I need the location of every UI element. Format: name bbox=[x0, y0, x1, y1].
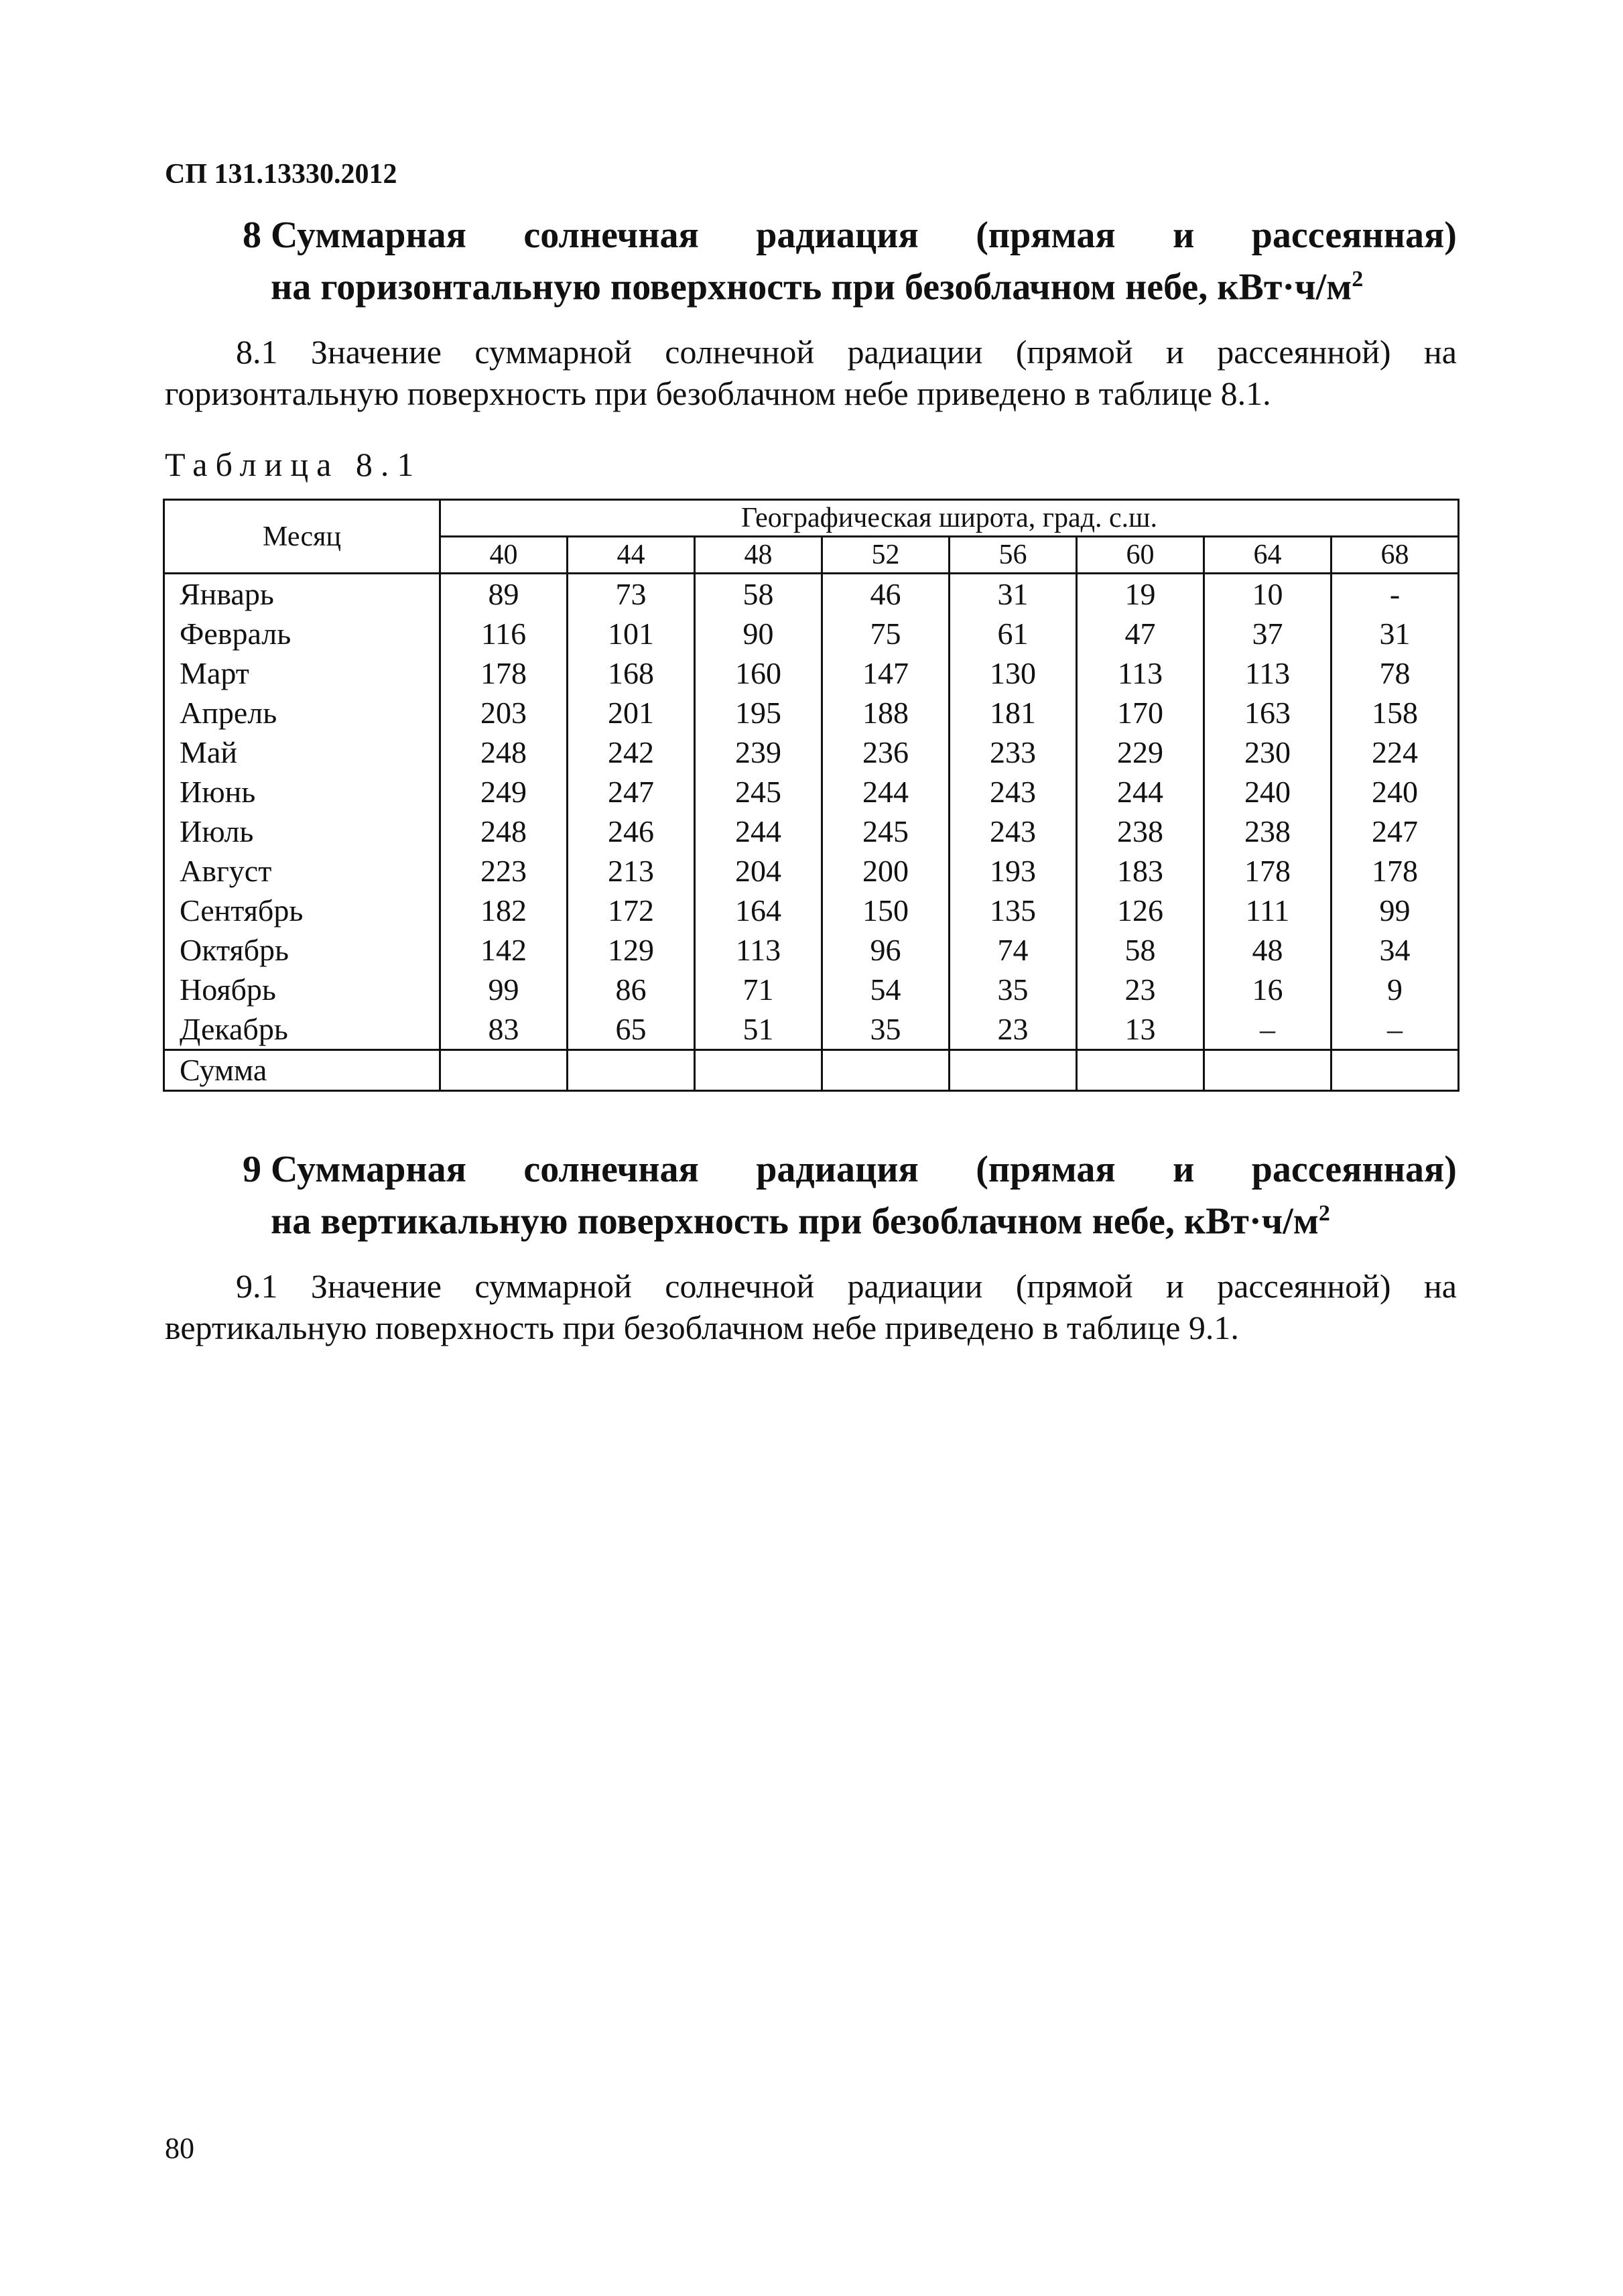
sum-cell bbox=[440, 1050, 568, 1091]
value-cell: 247 bbox=[568, 772, 695, 812]
sum-cell bbox=[822, 1050, 950, 1091]
table-row bbox=[164, 693, 1459, 732]
section-8-heading-line1 bbox=[243, 213, 1457, 257]
heading-text: на вертикальную поверхность при безоблачном небе, кВт·ч/м bbox=[271, 1200, 1319, 1242]
sum-cell bbox=[568, 1050, 695, 1091]
heading-word: рассеянная) bbox=[1251, 214, 1457, 256]
para-word: суммарной bbox=[474, 1267, 632, 1305]
latitude-value-header: 44 bbox=[568, 537, 695, 574]
para-word: на bbox=[1423, 1267, 1457, 1305]
value-cell: 203 bbox=[440, 693, 568, 732]
table-row bbox=[164, 1009, 1459, 1050]
value-cell: 158 bbox=[1332, 693, 1459, 732]
value-cell: 204 bbox=[695, 851, 822, 891]
radiation-table bbox=[163, 499, 1459, 1092]
value-cell: 142 bbox=[440, 930, 568, 970]
sum-row bbox=[164, 1050, 1459, 1091]
heading-word: 8 Суммарная bbox=[243, 214, 466, 256]
month-cell: Январь bbox=[164, 574, 440, 615]
value-cell: 130 bbox=[950, 653, 1077, 693]
value-cell: 247 bbox=[1332, 812, 1459, 851]
table-row bbox=[164, 812, 1459, 851]
value-cell: 164 bbox=[695, 891, 822, 930]
value-cell: 111 bbox=[1204, 891, 1332, 930]
value-cell: 23 bbox=[950, 1009, 1077, 1050]
value-cell: 150 bbox=[822, 891, 950, 930]
section-8-paragraph-line1 bbox=[236, 331, 1457, 373]
heading-word: и bbox=[1173, 214, 1195, 256]
sum-cell bbox=[1332, 1050, 1459, 1091]
value-cell: 195 bbox=[695, 693, 822, 732]
value-cell: 182 bbox=[440, 891, 568, 930]
value-cell: 244 bbox=[822, 772, 950, 812]
para-word: солнечной bbox=[665, 1267, 815, 1305]
value-cell: 224 bbox=[1332, 732, 1459, 772]
value-cell: - bbox=[1332, 574, 1459, 615]
heading-word: и bbox=[1173, 1149, 1195, 1190]
value-cell: 99 bbox=[1332, 891, 1459, 930]
month-cell: Февраль bbox=[164, 614, 440, 653]
value-cell: 113 bbox=[1077, 653, 1204, 693]
month-cell: Октябрь bbox=[164, 930, 440, 970]
sum-cell bbox=[695, 1050, 822, 1091]
value-cell: 240 bbox=[1332, 772, 1459, 812]
month-cell: Июнь bbox=[164, 772, 440, 812]
month-cell: Сентябрь bbox=[164, 891, 440, 930]
value-cell: 47 bbox=[1077, 614, 1204, 653]
value-cell: 54 bbox=[822, 970, 950, 1009]
table-row bbox=[164, 614, 1459, 653]
value-cell: 230 bbox=[1204, 732, 1332, 772]
section-9-paragraph-line1 bbox=[236, 1265, 1457, 1307]
heading-word: солнечная bbox=[523, 1149, 699, 1190]
table-row bbox=[164, 970, 1459, 1009]
para-word: 8.1 bbox=[236, 333, 278, 371]
table-row bbox=[164, 851, 1459, 891]
value-cell: 13 bbox=[1077, 1009, 1204, 1050]
table-row bbox=[164, 653, 1459, 693]
value-cell: 239 bbox=[695, 732, 822, 772]
value-cell: 160 bbox=[695, 653, 822, 693]
value-cell: 248 bbox=[440, 732, 568, 772]
heading-word: рассеянная) bbox=[1251, 1149, 1457, 1190]
heading-word: (прямая bbox=[976, 214, 1116, 256]
value-cell: 126 bbox=[1077, 891, 1204, 930]
value-cell: 248 bbox=[440, 812, 568, 851]
value-cell: 83 bbox=[440, 1009, 568, 1050]
value-cell: 188 bbox=[822, 693, 950, 732]
value-cell: 86 bbox=[568, 970, 695, 1009]
month-cell: Март bbox=[164, 653, 440, 693]
month-cell: Май bbox=[164, 732, 440, 772]
value-cell: 243 bbox=[950, 812, 1077, 851]
value-cell: 200 bbox=[822, 851, 950, 891]
table-row bbox=[164, 930, 1459, 970]
para-word: и bbox=[1166, 333, 1184, 371]
value-cell: 101 bbox=[568, 614, 695, 653]
para-word: на bbox=[1423, 333, 1457, 371]
para-word: Значение bbox=[310, 333, 442, 371]
value-cell: 243 bbox=[950, 772, 1077, 812]
section-9-paragraph-line2: вертикальную поверхность при безоблачном небе приведено в таблице 9.1. bbox=[165, 1309, 1239, 1346]
value-cell: 31 bbox=[950, 574, 1077, 615]
value-cell: 113 bbox=[1204, 653, 1332, 693]
value-cell: 244 bbox=[1077, 772, 1204, 812]
value-cell: 170 bbox=[1077, 693, 1204, 732]
latitude-value-header: 40 bbox=[440, 537, 568, 574]
para-word: солнечной bbox=[665, 333, 815, 371]
value-cell: 71 bbox=[695, 970, 822, 1009]
heading-superscript: 2 bbox=[1318, 1201, 1330, 1226]
value-cell: 249 bbox=[440, 772, 568, 812]
latitude-value-header: 64 bbox=[1204, 537, 1332, 574]
value-cell: 58 bbox=[695, 574, 822, 615]
value-cell: 223 bbox=[440, 851, 568, 891]
value-cell: – bbox=[1332, 1009, 1459, 1050]
month-column-header: Месяц bbox=[164, 500, 440, 574]
month-cell: Декабрь bbox=[164, 1009, 440, 1050]
value-cell: 172 bbox=[568, 891, 695, 930]
heading-word: (прямая bbox=[976, 1149, 1116, 1190]
value-cell: 75 bbox=[822, 614, 950, 653]
heading-word: радиация bbox=[756, 1149, 919, 1190]
latitude-value-header: 48 bbox=[695, 537, 822, 574]
value-cell: 245 bbox=[822, 812, 950, 851]
value-cell: 51 bbox=[695, 1009, 822, 1050]
heading-text: на горизонтальную поверхность при безоблачном небе, кВт·ч/м bbox=[271, 266, 1352, 308]
value-cell: 99 bbox=[440, 970, 568, 1009]
value-cell: 244 bbox=[695, 812, 822, 851]
value-cell: 163 bbox=[1204, 693, 1332, 732]
value-cell: 238 bbox=[1077, 812, 1204, 851]
value-cell: – bbox=[1204, 1009, 1332, 1050]
sum-label: Сумма bbox=[164, 1050, 440, 1091]
value-cell: 23 bbox=[1077, 970, 1204, 1009]
month-cell: Ноябрь bbox=[164, 970, 440, 1009]
table-row bbox=[164, 732, 1459, 772]
latitude-value-header: 68 bbox=[1332, 537, 1459, 574]
month-cell: Июль bbox=[164, 812, 440, 851]
heading-word: 9 Суммарная bbox=[243, 1149, 466, 1190]
sum-cell bbox=[1077, 1050, 1204, 1091]
value-cell: 213 bbox=[568, 851, 695, 891]
heading-word: радиация bbox=[756, 214, 919, 256]
value-cell: 48 bbox=[1204, 930, 1332, 970]
value-cell: 9 bbox=[1332, 970, 1459, 1009]
heading-superscript: 2 bbox=[1352, 267, 1364, 292]
page-number: 80 bbox=[165, 2132, 194, 2165]
value-cell: 78 bbox=[1332, 653, 1459, 693]
value-cell: 168 bbox=[568, 653, 695, 693]
section-9-heading-line1 bbox=[243, 1147, 1457, 1192]
value-cell: 90 bbox=[695, 614, 822, 653]
value-cell: 245 bbox=[695, 772, 822, 812]
heading-word: солнечная bbox=[523, 214, 699, 256]
value-cell: 34 bbox=[1332, 930, 1459, 970]
value-cell: 201 bbox=[568, 693, 695, 732]
value-cell: 238 bbox=[1204, 812, 1332, 851]
value-cell: 193 bbox=[950, 851, 1077, 891]
para-word: рассеянной) bbox=[1217, 1267, 1391, 1305]
section-8-paragraph-line2: горизонтальную поверхность при безоблачном небе приведено в таблице 8.1. bbox=[165, 375, 1271, 412]
para-word: рассеянной) bbox=[1217, 333, 1391, 371]
table-caption: Таблица 8.1 bbox=[165, 446, 422, 483]
table-row bbox=[164, 772, 1459, 812]
value-cell: 73 bbox=[568, 574, 695, 615]
para-word: радиации bbox=[847, 333, 983, 371]
value-cell: 37 bbox=[1204, 614, 1332, 653]
latitude-value-header: 56 bbox=[950, 537, 1077, 574]
para-word: и bbox=[1166, 1267, 1184, 1305]
table-body bbox=[164, 574, 1459, 1050]
sum-cell bbox=[950, 1050, 1077, 1091]
value-cell: 242 bbox=[568, 732, 695, 772]
value-cell: 74 bbox=[950, 930, 1077, 970]
value-cell: 35 bbox=[822, 1009, 950, 1050]
value-cell: 58 bbox=[1077, 930, 1204, 970]
para-word: (прямой bbox=[1015, 1267, 1133, 1305]
value-cell: 147 bbox=[822, 653, 950, 693]
value-cell: 10 bbox=[1204, 574, 1332, 615]
value-cell: 16 bbox=[1204, 970, 1332, 1009]
value-cell: 233 bbox=[950, 732, 1077, 772]
sum-cell bbox=[1204, 1050, 1332, 1091]
value-cell: 129 bbox=[568, 930, 695, 970]
latitude-header: Географическая широта, град. с.ш. bbox=[440, 500, 1459, 537]
value-cell: 246 bbox=[568, 812, 695, 851]
value-cell: 178 bbox=[1332, 851, 1459, 891]
value-cell: 35 bbox=[950, 970, 1077, 1009]
month-cell: Август bbox=[164, 851, 440, 891]
value-cell: 116 bbox=[440, 614, 568, 653]
value-cell: 61 bbox=[950, 614, 1077, 653]
latitude-value-header: 60 bbox=[1077, 537, 1204, 574]
value-cell: 31 bbox=[1332, 614, 1459, 653]
value-cell: 89 bbox=[440, 574, 568, 615]
latitude-value-header: 52 bbox=[822, 537, 950, 574]
value-cell: 236 bbox=[822, 732, 950, 772]
value-cell: 113 bbox=[695, 930, 822, 970]
document-code: СП 131.13330.2012 bbox=[165, 159, 397, 190]
table-row bbox=[164, 891, 1459, 930]
para-word: суммарной bbox=[474, 333, 632, 371]
value-cell: 178 bbox=[1204, 851, 1332, 891]
value-cell: 240 bbox=[1204, 772, 1332, 812]
para-word: (прямой bbox=[1015, 333, 1133, 371]
value-cell: 19 bbox=[1077, 574, 1204, 615]
section-9-heading-line2 bbox=[271, 1192, 1330, 1244]
value-cell: 229 bbox=[1077, 732, 1204, 772]
para-word: 9.1 bbox=[236, 1267, 278, 1305]
value-cell: 65 bbox=[568, 1009, 695, 1050]
value-cell: 135 bbox=[950, 891, 1077, 930]
value-cell: 96 bbox=[822, 930, 950, 970]
para-word: радиации bbox=[847, 1267, 983, 1305]
table-row bbox=[164, 574, 1459, 615]
value-cell: 178 bbox=[440, 653, 568, 693]
value-cell: 183 bbox=[1077, 851, 1204, 891]
month-cell: Апрель bbox=[164, 693, 440, 732]
value-cell: 46 bbox=[822, 574, 950, 615]
value-cell: 181 bbox=[950, 693, 1077, 732]
para-word: Значение bbox=[310, 1267, 442, 1305]
section-8-heading-line2 bbox=[271, 257, 1363, 310]
